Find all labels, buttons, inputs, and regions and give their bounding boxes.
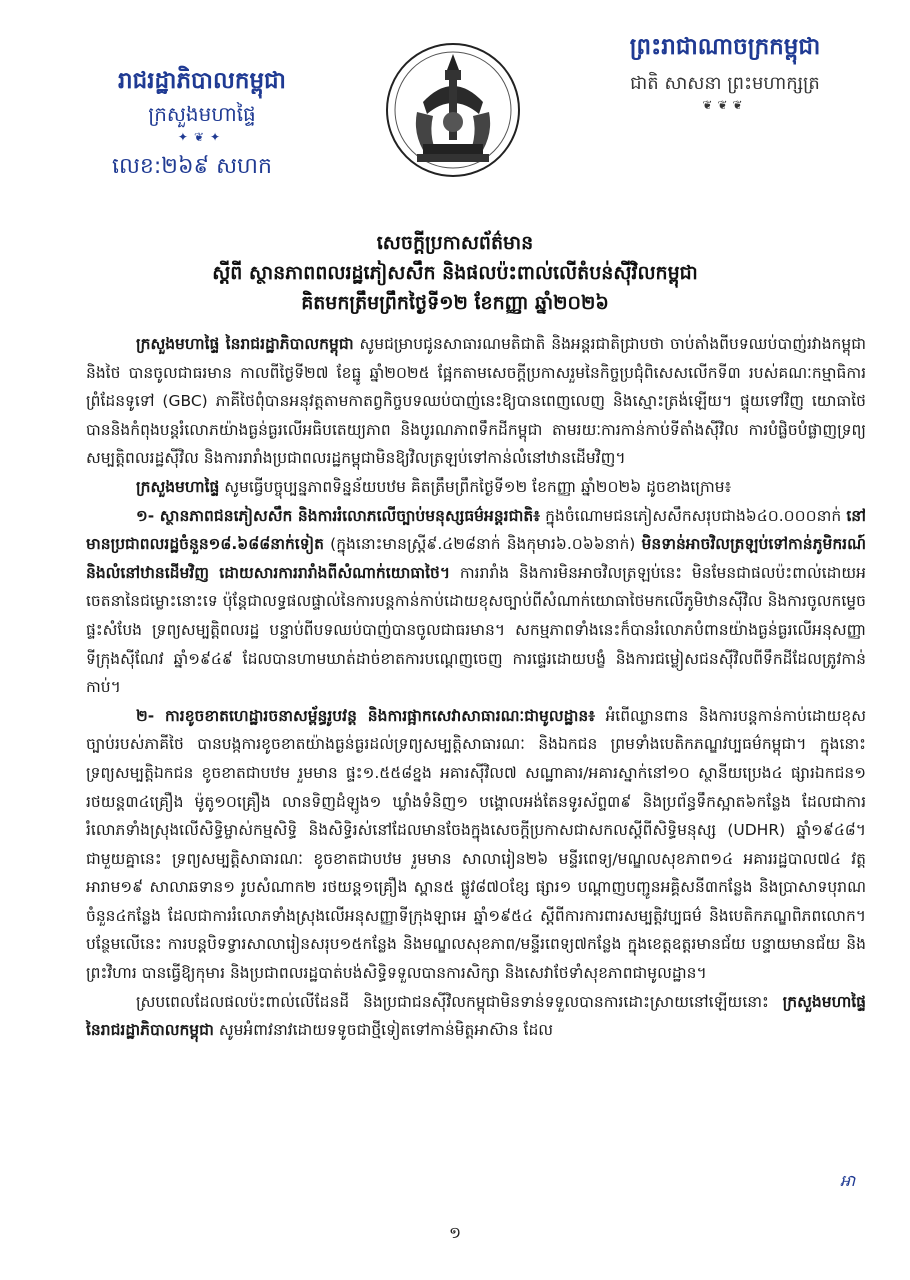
title-line-1: សេចក្តីប្រកាសព័ត៌មាន bbox=[376, 232, 534, 254]
paragraph-1 bbox=[86, 330, 866, 473]
government-name: រាជរដ្ឋាភិបាលកម្ពុជា bbox=[118, 68, 286, 94]
paragraph-1-text: សូមជម្រាបជូនសាធារណមតិជាតិ និងអន្តរជាតិជ្រាបថា ចាប់តាំងពីបទឈប់បាញ់រវាងកម្ពុជា និងថៃ បានចូលជាធរមាន កាលពីថ្ងៃទី២៧ ខែធ្នូ ឆ្នាំ២០២៥ ផ្អែកតាមសេចក្តីប្រកាសរួមនៃកិច្ចប្រជុំពិសេសលើកទី៣ របស់គណៈកម្មាធិការព្រំដែនទូទៅ (GBC) ភាគីថៃពុំបានអនុវត្តតាមកាតព្វកិច្ចបទឈប់បាញ់នេះឱ្យបានពេញលេញ និងស្មោះត្រង់ឡើយ។ ផ្ទុយទៅវិញ យោធាថៃបាននិងកំពុងបន្តរំលោភយ៉ាងធ្ងន់ធ្ងរលើអធិបតេយ្យភាព និងបូរណភាពទឹកដីកម្ពុជា តាមរយៈការកាន់កាប់ទីតាំងស៊ីវិល ការបំផ្លិចបំផ្លាញទ្រព្យសម្បត្តិពលរដ្ឋស៊ីវិល និងការរារាំងប្រជាពលរដ្ឋកម្ពុជាមិនឱ្យវិលត្រឡប់ទៅកាន់លំនៅឋានដើមវិញ។ bbox=[86, 335, 866, 468]
title-block bbox=[60, 228, 850, 318]
ministry-name: ក្រសួងមហាផ្ទៃ bbox=[148, 102, 256, 126]
title-line-3: គិតមកត្រឹមព្រឹកថ្ងៃទី១២ ខែកញ្ញា ឆ្នាំ២០២៦ bbox=[301, 292, 609, 314]
paragraph-3-emphasis: មិនទាន់អាចវិលត្រឡប់ទៅកាន់ភូមិករណ៍ និងលំនៅឋានដើមវិញ ដោយសារការរារាំងពីសំណាក់យោធាថៃ។ bbox=[86, 535, 866, 582]
kingdom-name: ព្រះរាជាណាចក្រកម្ពុជា bbox=[629, 34, 821, 60]
body-text bbox=[86, 330, 866, 1045]
ministry-name-bold: ក្រសួងមហាផ្ទៃ នៃរាជរដ្ឋាភិបាលកម្ពុជា bbox=[136, 335, 354, 353]
section-2-heading: ២- ការខូចខាតហេដ្ឋារចនាសម្ព័ន្ធរូបវន្ត និងការផ្អាកសេវាសាធារណៈជាមូលដ្ឋាន៖ bbox=[136, 706, 596, 725]
paragraph-2-text: សូមធ្វើបច្ចុប្បន្នភាពទិន្នន័យបឋម គិតត្រឹមព្រឹកថ្ងៃទី១២ ខែកញ្ញា ឆ្នាំ២០២៦ ដូចខាងក្រោម៖ bbox=[219, 477, 732, 496]
paragraph-2 bbox=[86, 473, 866, 502]
paragraph-5-text: ស្របពេលដែលផលប៉ះពាល់លើដែនដី និងប្រជាជនស៊ីវិលកម្ពុជាមិនទាន់ទទួលបានការដោះស្រាយនៅឡើយនោះ bbox=[136, 992, 783, 1011]
paragraph-5-text: សូមអំពាវនាវដោយទទូចជាថ្មីទៀតទៅកាន់មិត្តអាស៊ាន ដែល bbox=[213, 1021, 554, 1040]
header-right bbox=[590, 32, 860, 112]
paragraph-3-text: ការរារាំង និងការមិនអាចវិលត្រឡប់នេះ មិនមែនជាផលប៉ះពាល់ដោយអចេតនានៃជម្លោះនោះទេ ប៉ុន្តែជាលទ្ធផលផ្ទាល់នៃការបន្តកាន់កាប់ដោយខុសច្បាប់ពីសំណាក់យោធាថៃមកលើភូមិឋានស៊ីវិល និងការចូលកម្ទេចផ្ទះសំបែង ទ្រព្យសម្បត្តិពលរដ្ឋ បន្ទាប់ពីបទឈប់បាញ់បានចូលជាធរមាន។ សកម្មភាពទាំងនេះក៏បានរំលោភបំពានយ៉ាងធ្ងន់ធ្ងរលើអនុសញ្ញាទីក្រុងស៊ីណែវ ឆ្នាំ១៩៤៩ ដែលបានហាមឃាត់ដាច់ខាតការបណ្តេញចេញ ការផ្ទេរដោយបង្ខំ និងការជម្លៀសជនស៊ីវិលពីទឹកដីដែលត្រូវកាន់កាប់។ bbox=[86, 563, 866, 697]
page-number: ១ bbox=[448, 1223, 462, 1242]
paragraph-3-text: (ក្នុងនោះមានស្ត្រី៩.៤២៨នាក់ និងកុមារ៦.០៦៦នាក់) bbox=[324, 535, 642, 554]
title-line-2: ស្តីពី ស្ថានភាពពលរដ្ឋភៀសសឹក និងផលប៉ះពាល់លើតំបន់ស៊ីវិលកម្ពុជា bbox=[212, 262, 698, 284]
ministry-name-bold: ក្រសួងមហាផ្ទៃ bbox=[136, 477, 220, 496]
paragraph-5 bbox=[86, 988, 866, 1045]
paragraph-3-text: ក្នុងចំណោមជនភៀសសឹកសរុបជាង៦៤០.០០០នាក់ bbox=[540, 506, 847, 525]
ministry-name-bold: ក្រសួងមហាផ្ទៃ នៃរាជរដ្ឋាភិបាលកម្ពុជា bbox=[86, 992, 866, 1040]
royal-emblem-icon bbox=[383, 40, 523, 180]
section-1-heading: ១- ស្ថានភាពជនភៀសសឹក និងការរំលោភលើច្បាប់មនុស្សធម៌អន្តរជាតិ៖ bbox=[136, 506, 541, 525]
paragraph-3 bbox=[86, 502, 866, 702]
header-left bbox=[72, 66, 332, 144]
handwritten-initials: ឤ bbox=[840, 1171, 856, 1190]
national-motto: ជាតិ សាសនា ព្រះមហាក្សត្រ bbox=[630, 73, 820, 94]
paragraph-4-text: អំពើឈ្លានពាន និងការបន្តកាន់កាប់ដោយខុសច្បាប់របស់ភាគីថៃ បានបង្កការខូចខាតយ៉ាងធ្ងន់ធ្ងរដល់ទ្រព្យសម្បត្តិសាធារណៈ និងឯកជន ព្រមទាំងបេតិកភណ្ឌវប្បធម៌កម្ពុជា។ ក្នុងនោះ ទ្រព្យសម្បត្តិឯកជន ខូចខាតជាបឋម រួមមាន ផ្ទះ១.៥៥៨ខ្នង អគារស៊ីវិល៧ សណ្ឋាគារ/អគារស្នាក់នៅ១០ ស្ថានីយប្រេង៤ ផ្សារឯកជន១ រថយន្ត៣៤គ្រឿង ម៉ូតូ១០គ្រឿង លានទិញដំឡូង១ ឃ្លាំងទំនិញ១ បង្គោលអង់តែនទូរស័ព្ទ៣៩ និងប្រព័ន្ធទឹកស្អាត៦កន្លែង ដែលជាការរំលោភទាំងស្រុងលើសិទ្ធិម្ចាស់កម្មសិទ្ធិ និងសិទ្ធិរស់នៅដែលមានចែងក្នុងសេចក្តីប្រកាសជាសកលស្តីពីសិទ្ធិមនុស្ស (UDHR) ឆ្នាំ១៩៤៨។ ជាមួយគ្នានេះ ទ្រព្យសម្បត្តិសាធារណៈ ខូចខាតជាបឋម រួមមាន សាលារៀន២៦ មន្ទីរពេទ្យ/មណ្ឌលសុខភាព១៤ អគាររដ្ឋបាល៧៤ វត្តអារាម១៩ សាលាឆទាន១ រូបសំណាក២ រថយន្ត១គ្រឿង ស្ពាន៥ ផ្លូវ៨៧០ខ្សែ ផ្សារ១ បណ្តាញបញ្ជូនអគ្គិសនី៣កន្លែង និងប្រាសាទបុរាណចំនួន៤កន្លែង ដែលជាការរំលោភទាំងស្រុងលើអនុសញ្ញាទីក្រុងឡាអេ ឆ្នាំ១៩៥៤ ស្តីពីការការពារសម្បត្តិវប្បធម៌ និងបេតិកភណ្ឌពិភពលោក។ បន្ថែមលើនេះ ការបន្តបិទទ្វារសាលារៀនសរុប១៥កន្លែង និងមណ្ឌលសុខភាព/មន្ទីរពេទ្យ៧កន្លែង ក្នុងខេត្តឧត្តរមានជ័យ បន្ទាយមានជ័យ និងព្រះវិហារ បានធ្វើឱ្យកុមារ និងប្រជាពលរដ្ឋបាត់បង់សិទ្ធិទទួលបានការសិក្សា និងសេវាថែទាំសុខភាពជាមូលដ្ឋាន។ bbox=[86, 706, 866, 983]
ornament-right: ❦❦❦ bbox=[702, 98, 748, 112]
ornament-left: ✦❦✦ bbox=[177, 130, 227, 144]
paragraph-4 bbox=[86, 702, 866, 988]
paragraph-3-emphasis: នៅមានប្រជាពលរដ្ឋចំនួន១៨.៦៨៨នាក់ទៀត bbox=[86, 506, 866, 554]
reference-number: លេខ:២៦៩ សហក bbox=[112, 154, 272, 179]
